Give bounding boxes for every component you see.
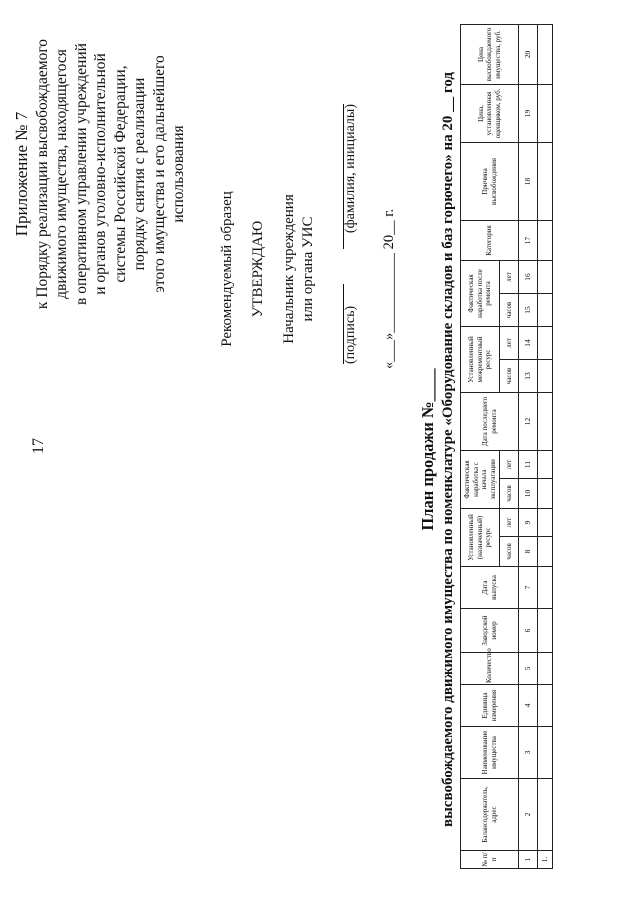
header-release-date: Дата выпуска xyxy=(461,567,519,609)
row-number: 1. xyxy=(538,851,553,869)
appendix-line: этого имущества и его дальнейшего xyxy=(150,55,168,293)
table-cell xyxy=(538,84,553,142)
index-cell: 7 xyxy=(519,567,538,609)
sub-years: лет xyxy=(500,450,519,478)
index-cell: 20 xyxy=(519,24,538,84)
table-row xyxy=(538,24,553,868)
header-after-repair: Фактическая наработка после ремонта xyxy=(461,260,500,326)
index-cell: 9 xyxy=(519,509,538,537)
table-cell xyxy=(538,220,553,260)
index-cell: 12 xyxy=(519,392,538,450)
name-label: (фамилия, инициалы) xyxy=(343,104,358,234)
page-number: 17 xyxy=(30,438,47,454)
header-quantity: Количество xyxy=(461,653,519,685)
index-cell: 17 xyxy=(519,220,538,260)
table-cell xyxy=(538,359,553,392)
header-reason: Причина высвобождения xyxy=(461,142,519,220)
plan-subtitle: высвобождаемого движимого имущества по номенклатуре «Оборудование складов и баз горючего» на 20 __ год xyxy=(440,72,456,827)
header-name: Наименование имущества xyxy=(461,727,519,779)
header-unit: Единица измерения xyxy=(461,685,519,727)
appendix-line: к Порядку реализации высвобождаемого xyxy=(33,38,51,310)
sub-hours: часов xyxy=(500,293,519,326)
index-cell: 11 xyxy=(519,450,538,478)
appendix-line: движимого имущества, находящегося xyxy=(53,49,70,299)
head-line-1: Начальник учреждения xyxy=(281,194,297,344)
header-category: Категория xyxy=(461,220,519,260)
index-row xyxy=(519,24,538,868)
table-cell xyxy=(538,567,553,609)
sub-years: лет xyxy=(500,509,519,537)
table-cell xyxy=(538,779,553,851)
header-price: Цена высвобождаемого имущества, руб. xyxy=(461,24,519,84)
table-cell xyxy=(538,260,553,293)
sale-plan-table xyxy=(460,24,553,869)
header-set-resource: Установленный (назначенный) ресурс xyxy=(461,509,500,567)
header-holder: Балансодержатель, адрес xyxy=(461,779,519,851)
table-cell xyxy=(538,537,553,567)
index-cell: 16 xyxy=(519,260,538,293)
table-cell xyxy=(538,685,553,727)
date-line: «___»___________ 20__ г. xyxy=(381,208,397,369)
index-cell: 15 xyxy=(519,293,538,326)
index-cell: 18 xyxy=(519,142,538,220)
header-actual-usage: Фактическая наработка с начала эксплуатации xyxy=(461,450,500,508)
table-cell xyxy=(538,326,553,359)
appendix-line: порядку снятия с реализации xyxy=(131,77,148,271)
table-cell xyxy=(538,392,553,450)
header-appraised-price: Цена, установленная оценщиком, руб. xyxy=(461,84,519,142)
table-cell xyxy=(538,293,553,326)
index-cell: 19 xyxy=(519,84,538,142)
index-cell: 1 xyxy=(519,851,538,869)
header-serial: Заводской номер xyxy=(461,609,519,653)
header-overhaul-resource: Установленный межремонтный ресурс xyxy=(461,326,500,392)
table-cell xyxy=(538,653,553,685)
appendix-line: и органов уголовно-исполнительной xyxy=(92,53,109,295)
index-cell: 14 xyxy=(519,326,538,359)
signature-labels xyxy=(343,104,359,364)
table-cell xyxy=(538,142,553,220)
appendix-line: системы Российской Федерации, xyxy=(111,65,129,283)
signature-label: (подпись) xyxy=(343,305,358,364)
table-cell xyxy=(538,24,553,84)
index-cell: 2 xyxy=(519,779,538,851)
sub-hours: часов xyxy=(500,479,519,509)
appendix-block xyxy=(12,9,189,339)
appendix-number: Приложение № 7 xyxy=(12,111,31,237)
index-cell: 8 xyxy=(519,537,538,567)
approval-block xyxy=(218,139,318,399)
header-last-repair: Дата последнего ремонта xyxy=(461,392,519,450)
index-cell: 10 xyxy=(519,479,538,509)
head-line-2: или органа УИС xyxy=(300,216,316,322)
index-cell: 13 xyxy=(519,359,538,392)
header-num: № п/п xyxy=(461,851,519,869)
appendix-line: использования xyxy=(170,125,187,223)
sub-years: лет xyxy=(500,326,519,359)
sub-hours: часов xyxy=(500,537,519,567)
table-cell xyxy=(538,479,553,509)
table-cell xyxy=(538,450,553,478)
table-cell xyxy=(538,727,553,779)
index-cell: 3 xyxy=(519,727,538,779)
table-cell xyxy=(538,609,553,653)
sub-hours: часов xyxy=(500,359,519,392)
sub-years: лет xyxy=(500,260,519,293)
index-cell: 4 xyxy=(519,685,538,727)
table-cell xyxy=(538,509,553,537)
plan-title: План продажи №____ xyxy=(418,368,437,531)
index-cell: 6 xyxy=(519,609,538,653)
recommended-label: Рекомендуемый образец xyxy=(219,191,235,347)
appendix-line: в оперативном управлении учреждений xyxy=(72,43,90,305)
index-cell: 5 xyxy=(519,653,538,685)
approve-label: УТВЕРЖДАЮ xyxy=(250,220,266,318)
